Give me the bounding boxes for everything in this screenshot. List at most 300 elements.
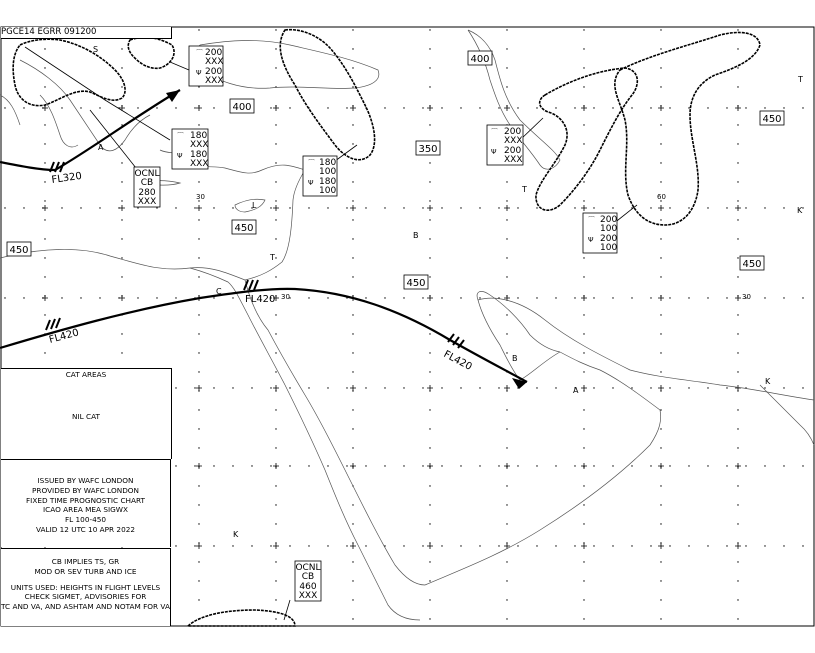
grid-cross xyxy=(427,543,433,549)
grid-dot xyxy=(44,257,45,258)
grid-dot xyxy=(574,297,575,298)
grid-cross xyxy=(735,543,741,549)
grid-dot xyxy=(707,545,708,546)
grid-cross xyxy=(119,205,125,211)
svg-text:XXX: XXX xyxy=(190,140,209,150)
grid-dot xyxy=(460,387,461,388)
svg-text:100: 100 xyxy=(319,186,337,196)
note-line: CHECK SIGMET, ADVISORIES FOR xyxy=(24,592,147,602)
station-label: T xyxy=(270,253,275,262)
grid-dot xyxy=(737,124,738,125)
grid-dot xyxy=(198,257,199,258)
grid-dot xyxy=(764,297,765,298)
grid-dot xyxy=(175,207,176,208)
grid-dot xyxy=(688,545,689,546)
svg-text:100: 100 xyxy=(600,243,618,253)
grid-dot xyxy=(612,107,613,108)
grid-dot xyxy=(352,86,353,87)
grid-dot xyxy=(198,447,199,448)
grid-dot xyxy=(352,276,353,277)
grid-dot xyxy=(213,207,214,208)
grid-dot xyxy=(44,67,45,68)
grid-cross xyxy=(273,385,279,391)
note-line: MOD OR SEV TURB AND ICE xyxy=(34,566,137,576)
grid-dot xyxy=(583,143,584,144)
grid-dot xyxy=(327,107,328,108)
grid-dot xyxy=(275,485,276,486)
grid-dot xyxy=(583,276,584,277)
grid-dot xyxy=(346,465,347,466)
grid-dot xyxy=(660,504,661,505)
grid-dot xyxy=(764,465,765,466)
grid-dot xyxy=(737,314,738,315)
grid-dot xyxy=(198,181,199,182)
grid-dot xyxy=(660,276,661,277)
grid-dot xyxy=(737,618,738,619)
grid-dot xyxy=(275,200,276,201)
grid-dot xyxy=(270,465,271,466)
icing-icon: Ψ xyxy=(196,69,202,77)
grid-dot xyxy=(44,238,45,239)
grid-dot xyxy=(506,618,507,619)
grid-dot xyxy=(660,523,661,524)
stations xyxy=(93,45,803,539)
svg-text:200: 200 xyxy=(504,127,522,137)
tropopause-level: 400 xyxy=(232,102,252,113)
grid-dot xyxy=(536,107,537,108)
grid-cross xyxy=(581,463,587,469)
grid-dot xyxy=(275,219,276,220)
svg-text:280: 280 xyxy=(138,188,156,198)
grid-cross xyxy=(273,463,279,469)
grid-dot xyxy=(275,29,276,30)
grid-dot xyxy=(583,561,584,562)
grid-dot xyxy=(583,580,584,581)
grid-cross xyxy=(658,105,664,111)
grid-dot xyxy=(80,297,81,298)
grid-dot xyxy=(650,107,651,108)
grid-dot xyxy=(631,545,632,546)
grid-dot xyxy=(352,409,353,410)
icing-icon: Ψ xyxy=(588,236,594,244)
grid-dot xyxy=(429,29,430,30)
grid-dot xyxy=(384,107,385,108)
grid-dot xyxy=(650,545,651,546)
grid-cross xyxy=(273,543,279,549)
grid-dot xyxy=(612,207,613,208)
grid-dot xyxy=(593,387,594,388)
grid-dot xyxy=(574,207,575,208)
svg-text:180: 180 xyxy=(190,150,208,160)
grid-dot xyxy=(429,352,430,353)
grid-dot xyxy=(403,107,404,108)
cb-area-caspian xyxy=(536,68,637,210)
grid-dot xyxy=(422,297,423,298)
station-label: K xyxy=(797,206,803,215)
grid-dot xyxy=(121,67,122,68)
grid-dot xyxy=(583,618,584,619)
grid-dot xyxy=(536,545,537,546)
grid-dot xyxy=(783,545,784,546)
grid-dot xyxy=(352,29,353,30)
cb-area-south xyxy=(188,610,295,626)
tropopause-level: 450 xyxy=(406,278,426,289)
grid-dot xyxy=(275,314,276,315)
grid-dot xyxy=(44,181,45,182)
grid-dot xyxy=(232,387,233,388)
grid-cross xyxy=(658,543,664,549)
grid-dot xyxy=(44,219,45,220)
grid-dot xyxy=(365,465,366,466)
svg-text:180: 180 xyxy=(319,158,337,168)
cb-area-black-sea xyxy=(280,30,374,160)
jet-chevron-icon xyxy=(244,280,258,290)
grid-dot xyxy=(156,207,157,208)
grid-dot xyxy=(194,107,195,108)
grid-dot xyxy=(506,409,507,410)
turbulence-icon: ⌒ xyxy=(177,132,184,140)
grid-dot xyxy=(327,465,328,466)
grid-dot xyxy=(583,67,584,68)
grid-dot xyxy=(669,465,670,466)
grid-dot xyxy=(631,297,632,298)
grid-dot xyxy=(352,181,353,182)
grid-dot xyxy=(669,107,670,108)
grid-dot xyxy=(660,67,661,68)
grid-dot xyxy=(422,207,423,208)
grid-cross xyxy=(735,295,741,301)
grid-dot xyxy=(660,371,661,372)
grid-dot xyxy=(555,545,556,546)
cat-areas-value: NIL CAT xyxy=(72,411,100,421)
grid-dot xyxy=(275,409,276,410)
grid-dot xyxy=(352,352,353,353)
grid-dot xyxy=(175,387,176,388)
grid-dot xyxy=(346,387,347,388)
grid-cross xyxy=(119,295,125,301)
issued-line: FIXED TIME PROGNOSTIC CHART xyxy=(25,495,146,505)
tropopause-level: 450 xyxy=(234,223,254,234)
grid-dot xyxy=(707,387,708,388)
grid-dot xyxy=(384,465,385,466)
grid-dot xyxy=(745,107,746,108)
grid-dot xyxy=(660,48,661,49)
grid-dot xyxy=(737,333,738,334)
grid-dot xyxy=(574,545,575,546)
grid-dot xyxy=(327,297,328,298)
grid-dot xyxy=(232,465,233,466)
grid-cross xyxy=(581,543,587,549)
grid-dot xyxy=(660,238,661,239)
grid-dot xyxy=(660,580,661,581)
grid-cross xyxy=(581,205,587,211)
grid-dot xyxy=(422,387,423,388)
grid-dot xyxy=(429,276,430,277)
icing-icon: Ψ xyxy=(177,152,183,160)
grid-dot xyxy=(737,352,738,353)
grid-dot xyxy=(583,371,584,372)
grid-dot xyxy=(783,107,784,108)
grid-dot xyxy=(460,297,461,298)
grid-dot xyxy=(536,465,537,466)
grid-dot xyxy=(352,67,353,68)
grid-dot xyxy=(737,447,738,448)
grid-dot xyxy=(289,107,290,108)
grid-dot xyxy=(121,333,122,334)
grid-dot xyxy=(23,107,24,108)
grid-dot xyxy=(802,107,803,108)
svg-text:60: 60 xyxy=(657,193,666,201)
grid-dot xyxy=(403,545,404,546)
grid-dot xyxy=(403,465,404,466)
grid-dot xyxy=(737,143,738,144)
grid-dot xyxy=(44,48,45,49)
grid-dot xyxy=(194,465,195,466)
grid-dot xyxy=(764,107,765,108)
grid-dot xyxy=(198,409,199,410)
station-label: K xyxy=(765,377,771,386)
grid-cross xyxy=(504,205,510,211)
grid-dot xyxy=(352,333,353,334)
grid-dot xyxy=(506,580,507,581)
grid-dot xyxy=(737,238,738,239)
grid-cross xyxy=(196,543,202,549)
grid-dot xyxy=(583,86,584,87)
svg-text:460: 460 xyxy=(299,582,317,592)
tropopause-levels xyxy=(7,51,784,289)
grid-dot xyxy=(352,124,353,125)
grid-dot xyxy=(121,352,122,353)
grid-dot xyxy=(737,504,738,505)
grid-dot xyxy=(198,124,199,125)
grid-dot xyxy=(23,297,24,298)
cb-box xyxy=(134,167,160,207)
grid-dot xyxy=(251,545,252,546)
grid-dot xyxy=(213,465,214,466)
grid-cross xyxy=(273,105,279,111)
grid-dot xyxy=(270,545,271,546)
grid-dot xyxy=(479,207,480,208)
grid-cross xyxy=(735,463,741,469)
grid-dot xyxy=(660,485,661,486)
grid-dot xyxy=(631,387,632,388)
svg-text:OCNL: OCNL xyxy=(295,563,321,573)
grid-dot xyxy=(536,387,537,388)
grid-cross xyxy=(42,295,48,301)
grid-dot xyxy=(275,371,276,372)
grid-dot xyxy=(802,465,803,466)
grid-dot xyxy=(429,428,430,429)
grid-dot xyxy=(275,257,276,258)
grid-dot xyxy=(121,48,122,49)
svg-text:200: 200 xyxy=(205,48,223,58)
grid-dot xyxy=(275,276,276,277)
grid-cross xyxy=(658,295,664,301)
svg-text:XXX: XXX xyxy=(504,155,523,165)
station-label: K xyxy=(233,530,239,539)
grid-dot xyxy=(80,107,81,108)
grid-cross xyxy=(196,205,202,211)
grid-dot xyxy=(802,545,803,546)
grid-dot xyxy=(213,387,214,388)
grid-dot xyxy=(352,238,353,239)
grid-dot xyxy=(707,207,708,208)
grid-dot xyxy=(198,485,199,486)
grid-dot xyxy=(669,207,670,208)
grid-dot xyxy=(737,409,738,410)
grid-dot xyxy=(583,599,584,600)
grid-dot xyxy=(44,162,45,163)
grid-dot xyxy=(737,523,738,524)
grid-dot xyxy=(737,48,738,49)
grid-cross xyxy=(42,205,48,211)
grid-dot xyxy=(352,200,353,201)
grid-dot xyxy=(506,238,507,239)
grid-dot xyxy=(422,545,423,546)
grid-dot xyxy=(660,29,661,30)
grid-dot xyxy=(137,207,138,208)
grid-dot xyxy=(506,523,507,524)
jet-label: FL420 xyxy=(245,294,276,305)
grid-dot xyxy=(61,107,62,108)
grid-dot xyxy=(61,297,62,298)
grid-dot xyxy=(429,523,430,524)
grid-dot xyxy=(802,387,803,388)
grid-dot xyxy=(479,465,480,466)
grid-dot xyxy=(441,545,442,546)
grid-dot xyxy=(213,545,214,546)
grid-dot xyxy=(198,371,199,372)
grid-cross xyxy=(735,105,741,111)
grid-dot xyxy=(44,124,45,125)
grid-dot xyxy=(506,219,507,220)
grid-dot xyxy=(669,297,670,298)
issued-line: FL 100-450 xyxy=(64,515,107,525)
station-label: C xyxy=(216,287,222,296)
grid-dot xyxy=(194,207,195,208)
grid-dot xyxy=(429,219,430,220)
grid-dot xyxy=(660,428,661,429)
station-label: S xyxy=(93,45,99,54)
grid-dot xyxy=(498,207,499,208)
grid-dot xyxy=(232,207,233,208)
grid-dot xyxy=(479,387,480,388)
grid-dot xyxy=(198,561,199,562)
grid-dot xyxy=(737,162,738,163)
grid-dot xyxy=(352,314,353,315)
grid-dot xyxy=(650,297,651,298)
grid-dot xyxy=(707,107,708,108)
grid-dot xyxy=(121,219,122,220)
grid-cross xyxy=(581,295,587,301)
grid-dot xyxy=(660,409,661,410)
grid-dot xyxy=(275,124,276,125)
grid-dot xyxy=(327,545,328,546)
grid-dot xyxy=(422,107,423,108)
grid-dot xyxy=(737,219,738,220)
grid-numbers xyxy=(196,193,751,301)
grid-dot xyxy=(660,143,661,144)
turbulence-box xyxy=(487,125,523,165)
grid-dot xyxy=(44,352,45,353)
grid-cross xyxy=(658,463,664,469)
grid-dot xyxy=(506,504,507,505)
grid-dot xyxy=(737,599,738,600)
grid-dot xyxy=(506,86,507,87)
grid-dot xyxy=(506,257,507,258)
svg-text:XXX: XXX xyxy=(137,197,157,207)
grid-dot xyxy=(275,352,276,353)
tropopause-level: 350 xyxy=(418,144,438,155)
grid-dot xyxy=(4,107,5,108)
grid-dot xyxy=(365,387,366,388)
grid-dot xyxy=(631,465,632,466)
grid-cross xyxy=(504,385,510,391)
grid-dot xyxy=(137,297,138,298)
note-line: TC AND VA, AND ASHTAM AND NOTAM FOR VA xyxy=(1,602,170,612)
cb-box xyxy=(295,561,321,601)
grid-dot xyxy=(232,297,233,298)
grid-dot xyxy=(156,107,157,108)
grid-dot xyxy=(403,297,404,298)
grid-cross xyxy=(427,385,433,391)
grid-dot xyxy=(583,162,584,163)
grid-dot xyxy=(275,523,276,524)
grid-dot xyxy=(441,387,442,388)
grid-dot xyxy=(429,504,430,505)
grid-dot xyxy=(506,485,507,486)
grid-dot xyxy=(498,387,499,388)
grid-dot xyxy=(275,447,276,448)
grid-cross xyxy=(735,205,741,211)
svg-text:200: 200 xyxy=(205,67,223,77)
grid-dot xyxy=(198,314,199,315)
svg-text:200: 200 xyxy=(504,146,522,156)
svg-text:30: 30 xyxy=(281,293,290,301)
grid-dot xyxy=(441,207,442,208)
grid-dot xyxy=(737,561,738,562)
grid-dot xyxy=(726,465,727,466)
grid-dot xyxy=(583,124,584,125)
svg-text:180: 180 xyxy=(319,177,337,187)
grid-cross xyxy=(658,205,664,211)
grid-dot xyxy=(4,207,5,208)
grid-dot xyxy=(726,107,727,108)
grid-dot xyxy=(429,124,430,125)
grid-dot xyxy=(346,107,347,108)
grid-dot xyxy=(251,387,252,388)
grid-cross xyxy=(735,385,741,391)
grid-dot xyxy=(583,428,584,429)
grid-dot xyxy=(275,561,276,562)
grid-dot xyxy=(612,387,613,388)
chart-code: PGCE14 EGRR 091200 xyxy=(1,27,172,39)
grid-dot xyxy=(479,545,480,546)
grid-cross xyxy=(350,385,356,391)
cat-areas-title: CAT AREAS xyxy=(65,370,107,379)
grid-dot xyxy=(121,181,122,182)
grid-dot xyxy=(4,297,5,298)
grid-dot xyxy=(783,465,784,466)
grid-dot xyxy=(583,447,584,448)
grid-dot xyxy=(275,162,276,163)
turbulence-box xyxy=(189,46,224,86)
grid-dot xyxy=(506,352,507,353)
grid-dot xyxy=(275,428,276,429)
grid-dot xyxy=(783,207,784,208)
grid-dot xyxy=(707,297,708,298)
svg-text:180: 180 xyxy=(190,131,208,141)
